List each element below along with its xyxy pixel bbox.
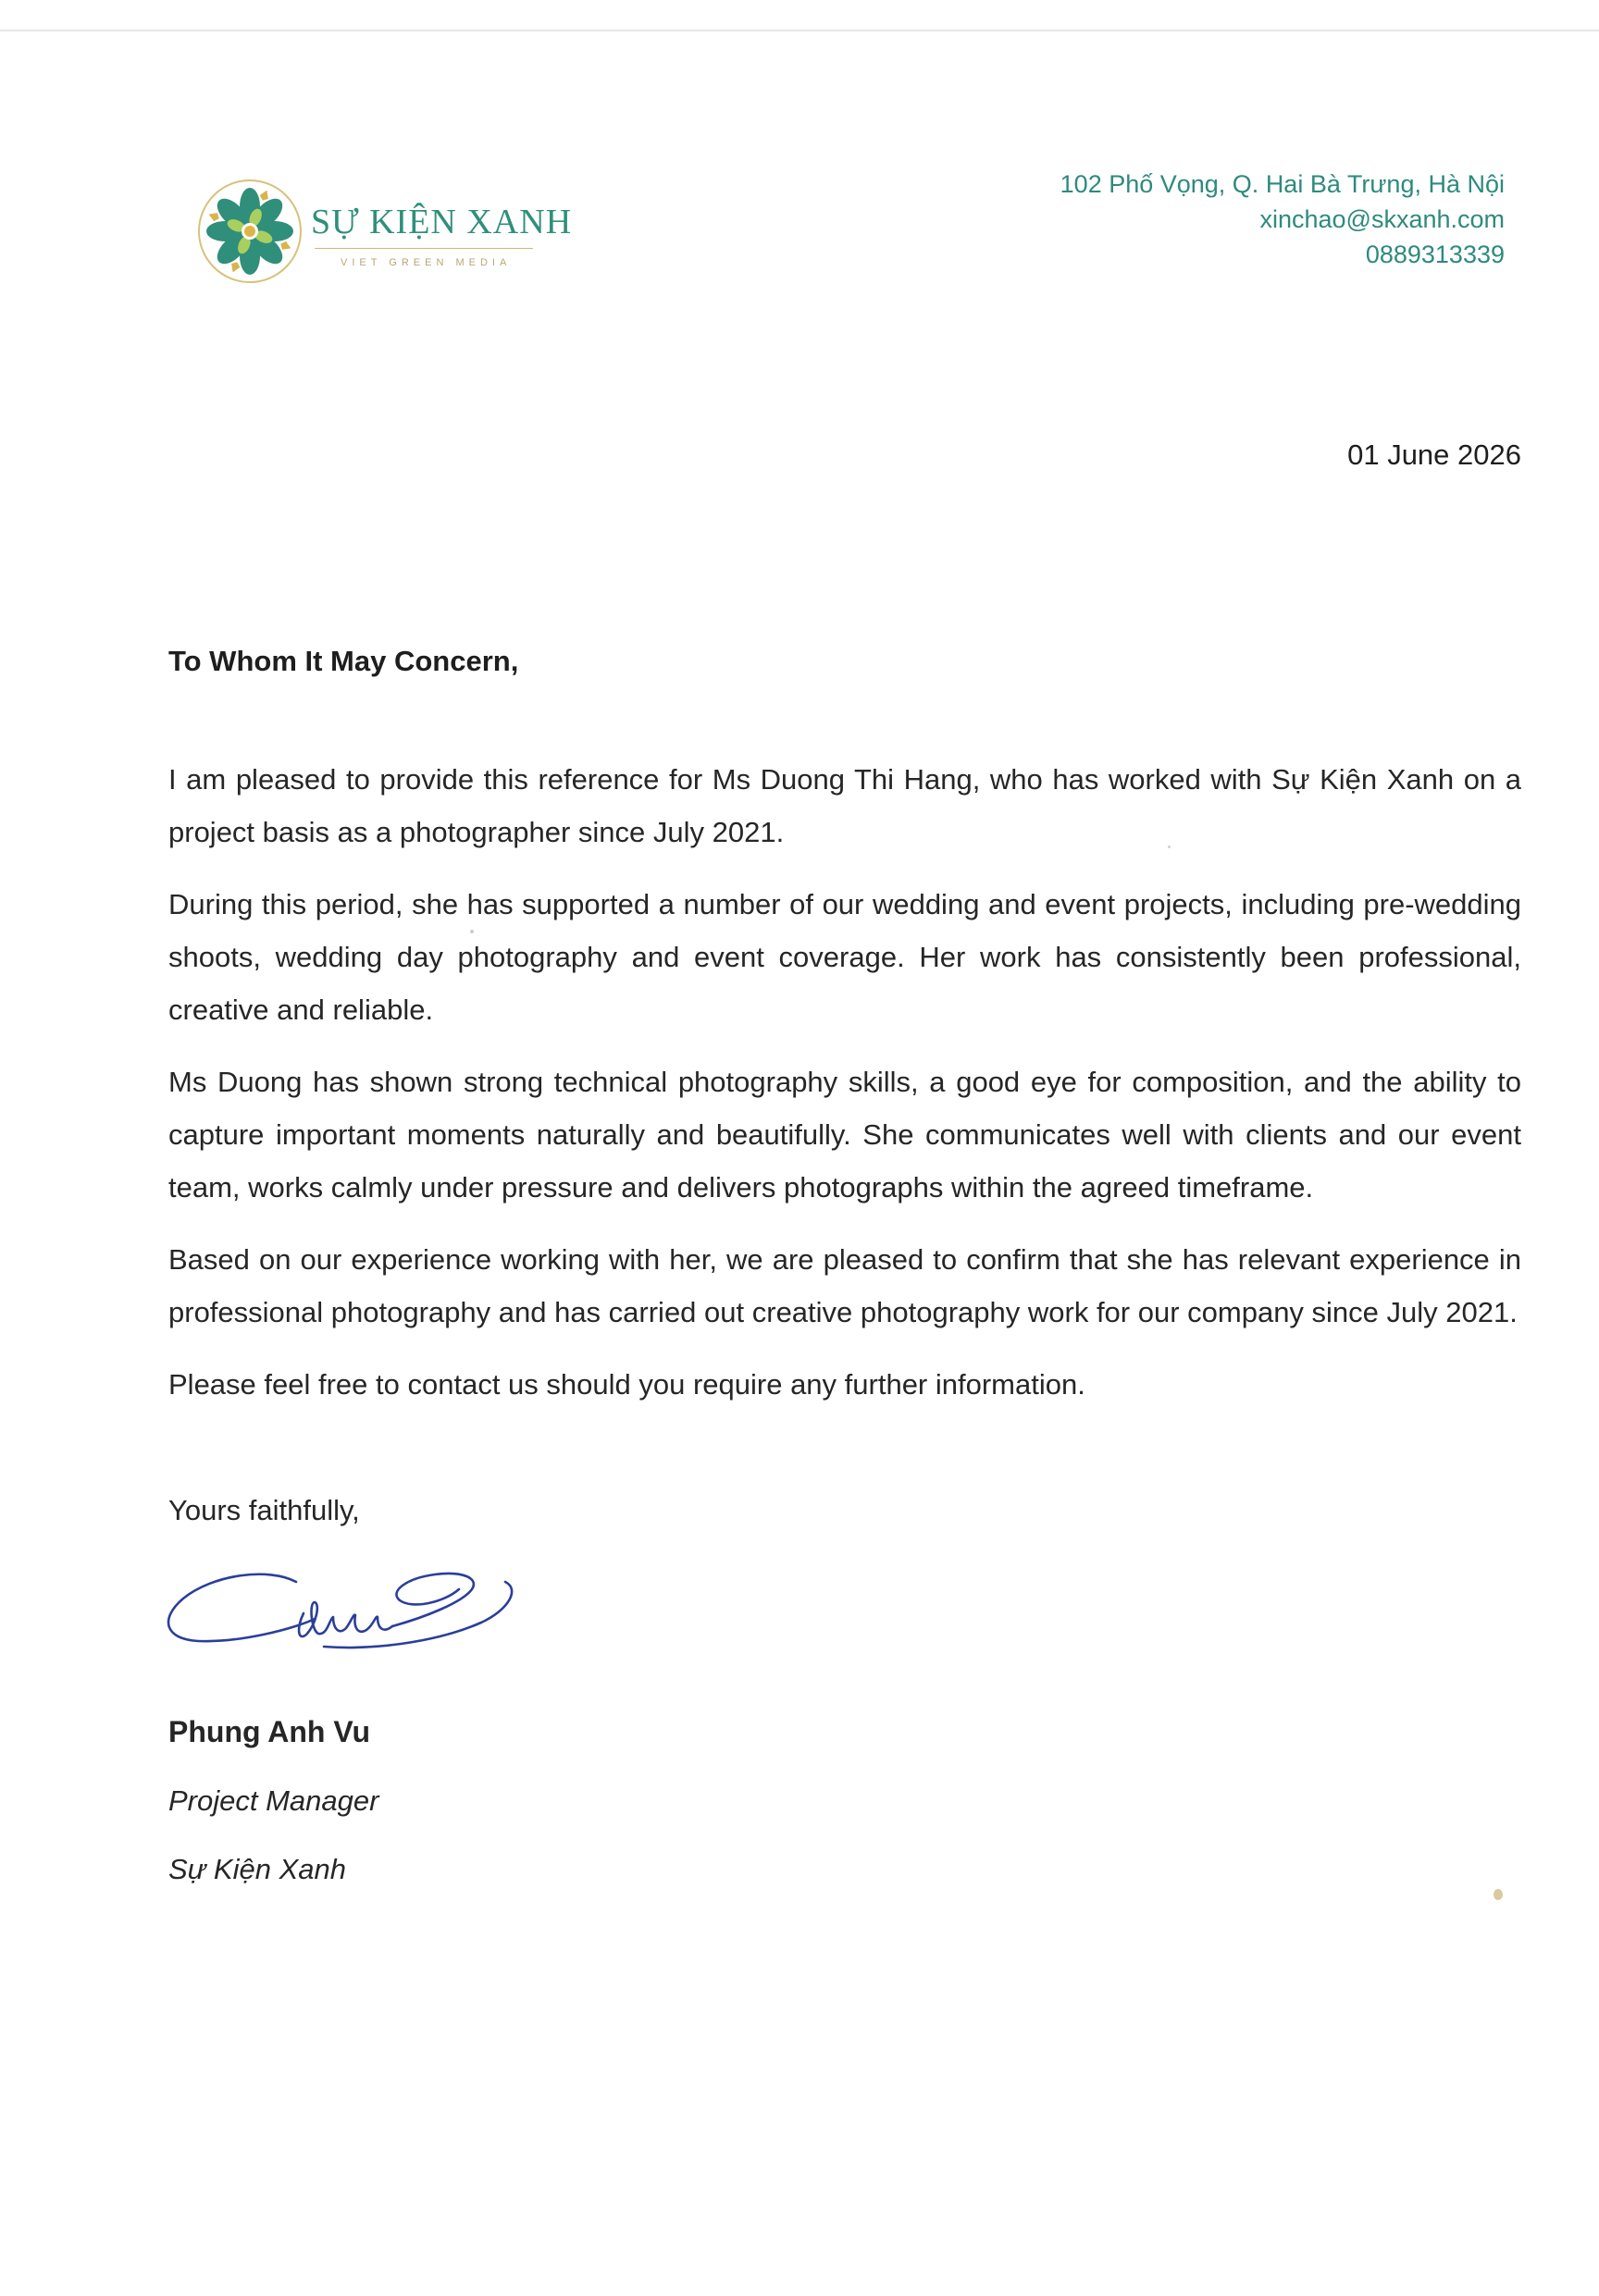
closing: Yours faithfully, xyxy=(168,1494,360,1526)
contact-email: xinchao@skxanh.com xyxy=(1259,205,1505,233)
flower-logo-icon xyxy=(196,178,304,285)
brand-tagline: VIET GREEN MEDIA xyxy=(341,257,512,268)
body-paragraph: Please feel free to contact us should you require any further information. xyxy=(168,1368,1085,1401)
letter-body xyxy=(168,753,1521,1430)
brand-name: SỰ KIỆN XANH xyxy=(311,203,573,241)
paper-speck xyxy=(470,930,474,933)
signer-title: Project Manager xyxy=(168,1784,379,1817)
paper-speck xyxy=(1494,1889,1503,1900)
body-paragraph: Ms Duong has shown strong technical photography skills, a good eye for composition, and the ability to capture important moments naturally and beautifully. She communicates well with clients and our event team, works calmly under pressure and delivers photographs within the agreed timeframe. xyxy=(168,1066,1521,1204)
signer-company: Sự Kiện Xanh xyxy=(168,1853,346,1885)
salutation: To Whom It May Concern, xyxy=(168,645,519,677)
body-paragraph: During this period, she has supported a number of our wedding and event projects, including pre-wedding shoots, wedding day photography and event coverage. Her work has consistently been professional, creative and reliable. xyxy=(168,888,1521,1026)
body-paragraph: Based on our experience working with her, we are pleased to confirm that she has relevant experience in professional photography and has carried out creative photography work for our company since July 2021. xyxy=(168,1243,1521,1328)
contact-block xyxy=(1060,167,1505,272)
contact-address: 102 Phố Vọng, Q. Hai Bà Trưng, Hà Nội xyxy=(1060,170,1505,198)
handwritten-signature xyxy=(157,1562,546,1663)
contact-phone: 0889313339 xyxy=(1365,241,1505,268)
brand-divider xyxy=(315,248,533,249)
paper-speck xyxy=(1168,846,1171,848)
body-paragraph: I am pleased to provide this reference for Ms Duong Thi Hang, who has worked with Sự Kiện Xanh on a project basis as a photographer since July 2021. xyxy=(168,763,1521,848)
signer-name: Phung Anh Vu xyxy=(168,1715,371,1748)
page-top-rule xyxy=(0,30,1599,31)
letter-date: 01 June 2026 xyxy=(1347,438,1521,471)
company-logo xyxy=(196,178,573,289)
